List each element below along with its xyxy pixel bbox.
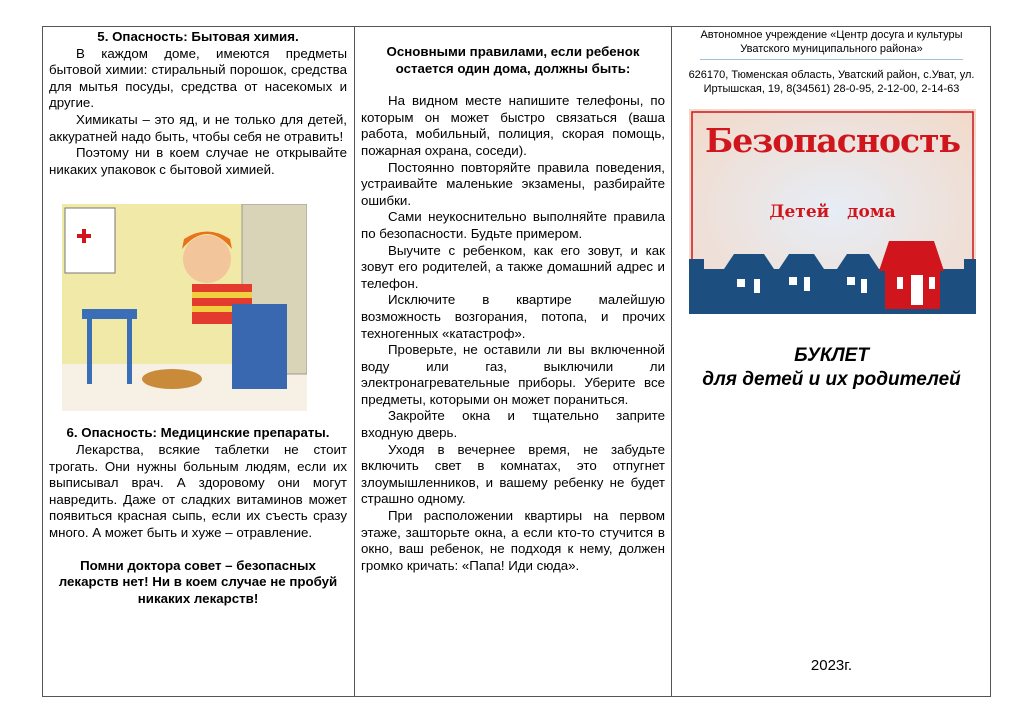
year: 2023г.: [810, 657, 853, 674]
paragraph: Поэтому ни в коем случае не открывайте никаких упаковок с бытовой химией.: [49, 145, 347, 177]
booklet-title: БУКЛЕТ: [794, 345, 869, 366]
cover-subtitle: Детей дома: [769, 202, 896, 222]
section-6-heading: 6. Опасность: Медицинские препараты.: [66, 425, 330, 441]
child-with-medicine-illustration: [62, 204, 307, 411]
rule-item: На видном месте напишите телефоны, по которым он может быстро связаться (ваша работа, мобильный, полиция, скорая помощь, пожарная охрана, соседи).: [361, 93, 665, 158]
middle-column: [355, 26, 672, 697]
rule-item: Сами неукоснительно выполняйте правила по безопасности. Будьте примером.: [361, 209, 665, 241]
rule-item: Постоянно повторяйте правила поведения, устраивайте маленькие экзамены, разбирайте ошибки.: [361, 159, 665, 208]
rule-item: Закройте окна и тщательно заприте входную дверь.: [361, 408, 665, 441]
rule-item: Проверьте, не оставили ли вы включенной воду или газ, выключили ли электронагревательные приборы. Уберите все предметы, которыми он может пораниться.: [361, 342, 665, 407]
rules-heading: Основными правилами, если ребенок остается один дома, должны быть:: [386, 44, 640, 76]
booklet-subtitle: для детей и их родителей: [702, 369, 961, 390]
rule-item: Уходя в вечернее время, не забудьте включить свет в комнатах, это отпугнет злоумышленников, и вашему ребенку не будет страшно одному.: [361, 441, 665, 507]
section-5-heading: 5. Опасность: Бытовая химия.: [97, 29, 299, 44]
rules-list: [361, 93, 665, 574]
rule-item: При расположении квартиры на первом этаже, зашторьте окна, а если кто-то стучится в окно, ваш ребенок, не подходя к нему, должен громко кричать: «Папа! Иди сюда».: [361, 508, 665, 573]
paragraph: Химикаты – это яд, и не только для детей, аккуратней надо быть, чтобы себя не отравить!: [49, 111, 347, 144]
paragraph: В каждом доме, имеются предметы бытовой химии: стиральный порошок, средства для мытья посуды, средства от насекомых и другие.: [49, 45, 347, 111]
divider: [700, 59, 963, 60]
right-column: [672, 26, 991, 697]
cover-title: Безопасность: [705, 121, 960, 160]
left-column: [42, 26, 355, 697]
organization-name: Автономное учреждение «Центр досуга и культуры Уватского муниципального района»: [700, 29, 963, 55]
doctor-advice: Помни доктора совет – безопасных лекарств нет! Ни в коем случае не пробуй никаких лекарств!: [58, 557, 338, 606]
cover-image: [689, 109, 976, 314]
paragraph: Лекарства, всякие таблетки не стоит трогать. Они нужны больным людям, если их выписывал врач. А здоровому они могут навредить. Даже от сладких витаминов может появиться красная сыпь, если их съесть сразу много. А может быть и хуже – отравление.: [49, 441, 347, 540]
rule-item: Выучите с ребенком, как его зовут, и как зовут его родителей, а также домашний адрес и телефон.: [361, 242, 665, 291]
organization-address: 626170, Тюменская область, Уватский район, с.Уват, ул. Иртышская, 19, 8(34561) 28-0-95, 2-12-00, 2-14-63: [688, 69, 975, 95]
rule-item: Исключите в квартире малейшую возможность возгорания, потопа, и прочих техногенных «катастроф».: [361, 292, 665, 341]
